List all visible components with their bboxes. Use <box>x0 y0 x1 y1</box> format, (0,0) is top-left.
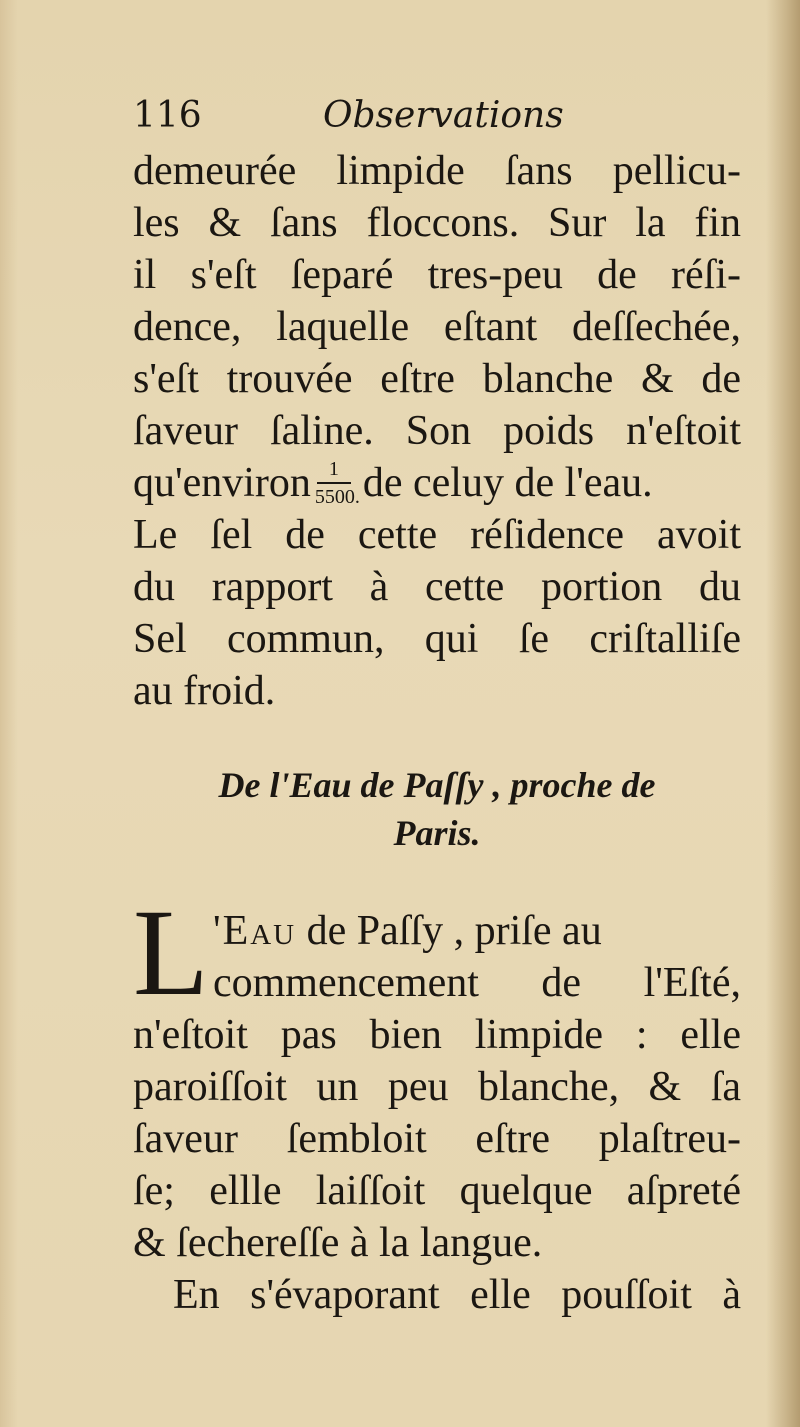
text-line: ſaveur ſembloit eſtre plaſtreu- <box>133 1116 741 1162</box>
text-line <box>213 905 741 957</box>
text-line: au froid. <box>133 668 276 714</box>
running-title: Observations <box>323 95 564 136</box>
text-line: il s'eſt ſeparé tres-peu de réſi- <box>133 252 741 298</box>
fraction-prefix: qu'environ <box>133 460 311 506</box>
page-edge-shadow-left <box>0 0 18 1427</box>
page-header <box>133 96 733 136</box>
section-heading-continued: Paris. <box>393 813 481 853</box>
text-line: commencement de l'Eſté, <box>213 960 741 1006</box>
text-line: les & ſans floccons. Sur la fin <box>133 200 741 246</box>
fraction-numerator: 1 <box>328 458 339 480</box>
text-line: n'eſtoit pas bien limpide : elle <box>133 1012 741 1058</box>
page-number: 116 <box>133 95 202 136</box>
text-span: de Paſſy , priſe au <box>306 908 602 954</box>
fraction-suffix: de celuy de l'eau. <box>362 460 653 506</box>
fraction-denominator: 5500. <box>314 486 360 508</box>
text-line: & ſechereſſe à la langue. <box>133 1220 543 1266</box>
fraction <box>314 457 360 509</box>
text-line: s'eſt trouvée eſtre blanche & de <box>133 356 741 402</box>
small-caps-word: 'Eau <box>213 908 297 954</box>
section-heading: De l'Eau de Paſſy , proche de <box>218 765 656 805</box>
fraction-bar <box>317 482 351 484</box>
text-line: En s'évaporant elle pouſſoit à <box>173 1272 741 1318</box>
drop-cap: L <box>133 884 209 1021</box>
text-line: demeurée limpide ſans pellicu- <box>133 148 741 194</box>
text-line: ſaveur ſaline. Son poids n'eſtoit <box>133 408 741 454</box>
text-line: dence, laquelle eſtant deſſechée, <box>133 304 741 350</box>
text-line: ſe; ellle laiſſoit quelque aſpreté <box>133 1168 741 1214</box>
text-line: Le ſel de cette réſidence avoit <box>133 512 741 558</box>
text-line: Sel commun, qui ſe criſtalliſe <box>133 616 741 662</box>
text-line: du rapport à cette portion du <box>133 564 741 610</box>
page-edge-shadow-right <box>766 0 800 1427</box>
text-line: paroiſſoit un peu blanche, & ſa <box>133 1064 741 1110</box>
text-line-with-fraction <box>133 457 741 509</box>
